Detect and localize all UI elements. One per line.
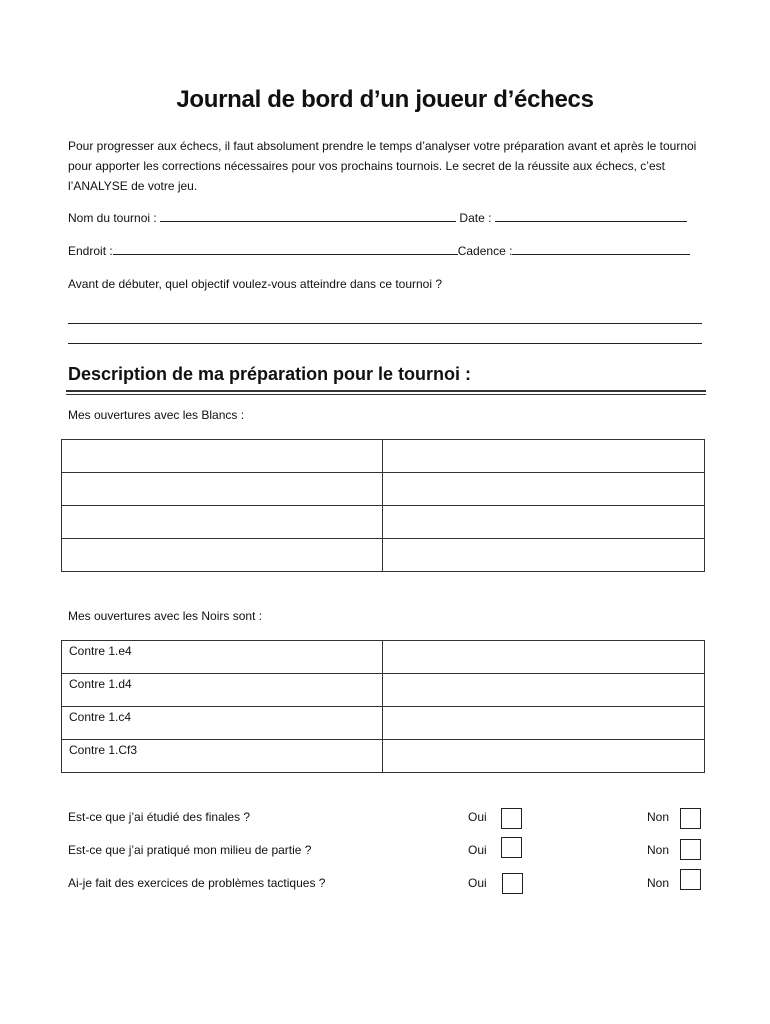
white-openings-table <box>61 439 705 572</box>
objective-line-1[interactable] <box>68 323 702 324</box>
table-cell[interactable] <box>383 539 705 572</box>
oui-checkbox[interactable] <box>501 837 522 858</box>
table-row <box>62 641 705 674</box>
tournament-row <box>68 208 687 228</box>
table-cell[interactable] <box>383 674 705 707</box>
location-input[interactable] <box>113 242 458 255</box>
opening-label: Contre 1.c4 <box>62 707 383 740</box>
opening-label: Contre 1.Cf3 <box>62 740 383 773</box>
objective-question: Avant de débuter, quel objectif voulez-vous atteindre dans ce tournoi ? <box>68 277 443 291</box>
intro-paragraph: Pour progresser aux échecs, il faut absolument prendre le temps d’analyser votre préparation avant et après le tournoi pour apporter les corrections nécessaires pour vos prochains tournois. Le secret de la réussite aux échecs, c’est l’ANALYSE de votre jeu. <box>68 139 697 193</box>
section-title: Description de ma préparation pour le tournoi : <box>68 364 472 384</box>
black-openings-label: Mes ouvertures avec les Noirs sont : <box>68 609 263 623</box>
table-cell[interactable] <box>62 506 383 539</box>
table-cell[interactable] <box>62 440 383 473</box>
table-cell[interactable] <box>383 506 705 539</box>
non-label: Non <box>647 843 670 857</box>
cadence-label: Cadence : <box>457 244 513 258</box>
oui-label: Oui <box>468 876 487 890</box>
cadence-input[interactable] <box>512 242 690 255</box>
table-cell[interactable] <box>62 473 383 506</box>
oui-checkbox[interactable] <box>501 808 522 829</box>
question-middlegame: Est-ce que j’ai pratiqué mon milieu de partie ? <box>68 843 312 857</box>
table-cell[interactable] <box>383 440 705 473</box>
table-cell[interactable] <box>383 707 705 740</box>
table-row <box>62 740 705 773</box>
section-divider-thin <box>66 394 706 395</box>
oui-checkbox[interactable] <box>502 873 523 894</box>
opening-label: Contre 1.d4 <box>62 674 383 707</box>
non-label: Non <box>647 876 670 890</box>
date-input[interactable] <box>495 209 687 222</box>
non-checkbox[interactable] <box>680 869 701 890</box>
table-cell[interactable] <box>383 473 705 506</box>
table-row <box>62 440 705 473</box>
tournament-label: Nom du tournoi : <box>68 211 157 225</box>
non-checkbox[interactable] <box>680 808 701 829</box>
objective-line-2[interactable] <box>68 343 702 344</box>
table-row <box>62 707 705 740</box>
question-endgames: Est-ce que j’ai étudié des finales ? <box>68 810 251 824</box>
location-row <box>68 241 690 261</box>
table-cell[interactable] <box>383 641 705 674</box>
section-divider <box>66 390 706 392</box>
table-row <box>62 473 705 506</box>
table-cell[interactable] <box>383 740 705 773</box>
table-cell[interactable] <box>62 539 383 572</box>
table-row <box>62 674 705 707</box>
tournament-input[interactable] <box>160 209 456 222</box>
non-checkbox[interactable] <box>680 839 701 860</box>
non-label: Non <box>647 810 670 824</box>
oui-label: Oui <box>468 843 487 857</box>
white-openings-label: Mes ouvertures avec les Blancs : <box>68 408 245 422</box>
question-tactics: Ai-je fait des exercices de problèmes tactiques ? <box>68 876 326 890</box>
black-openings-table <box>61 640 705 773</box>
opening-label: Contre 1.e4 <box>62 641 383 674</box>
table-row <box>62 506 705 539</box>
oui-label: Oui <box>468 810 487 824</box>
location-label: Endroit : <box>68 244 113 258</box>
table-row <box>62 539 705 572</box>
date-label: Date : <box>459 211 492 225</box>
page-title: Journal de bord d’un joueur d’échecs <box>176 86 594 113</box>
